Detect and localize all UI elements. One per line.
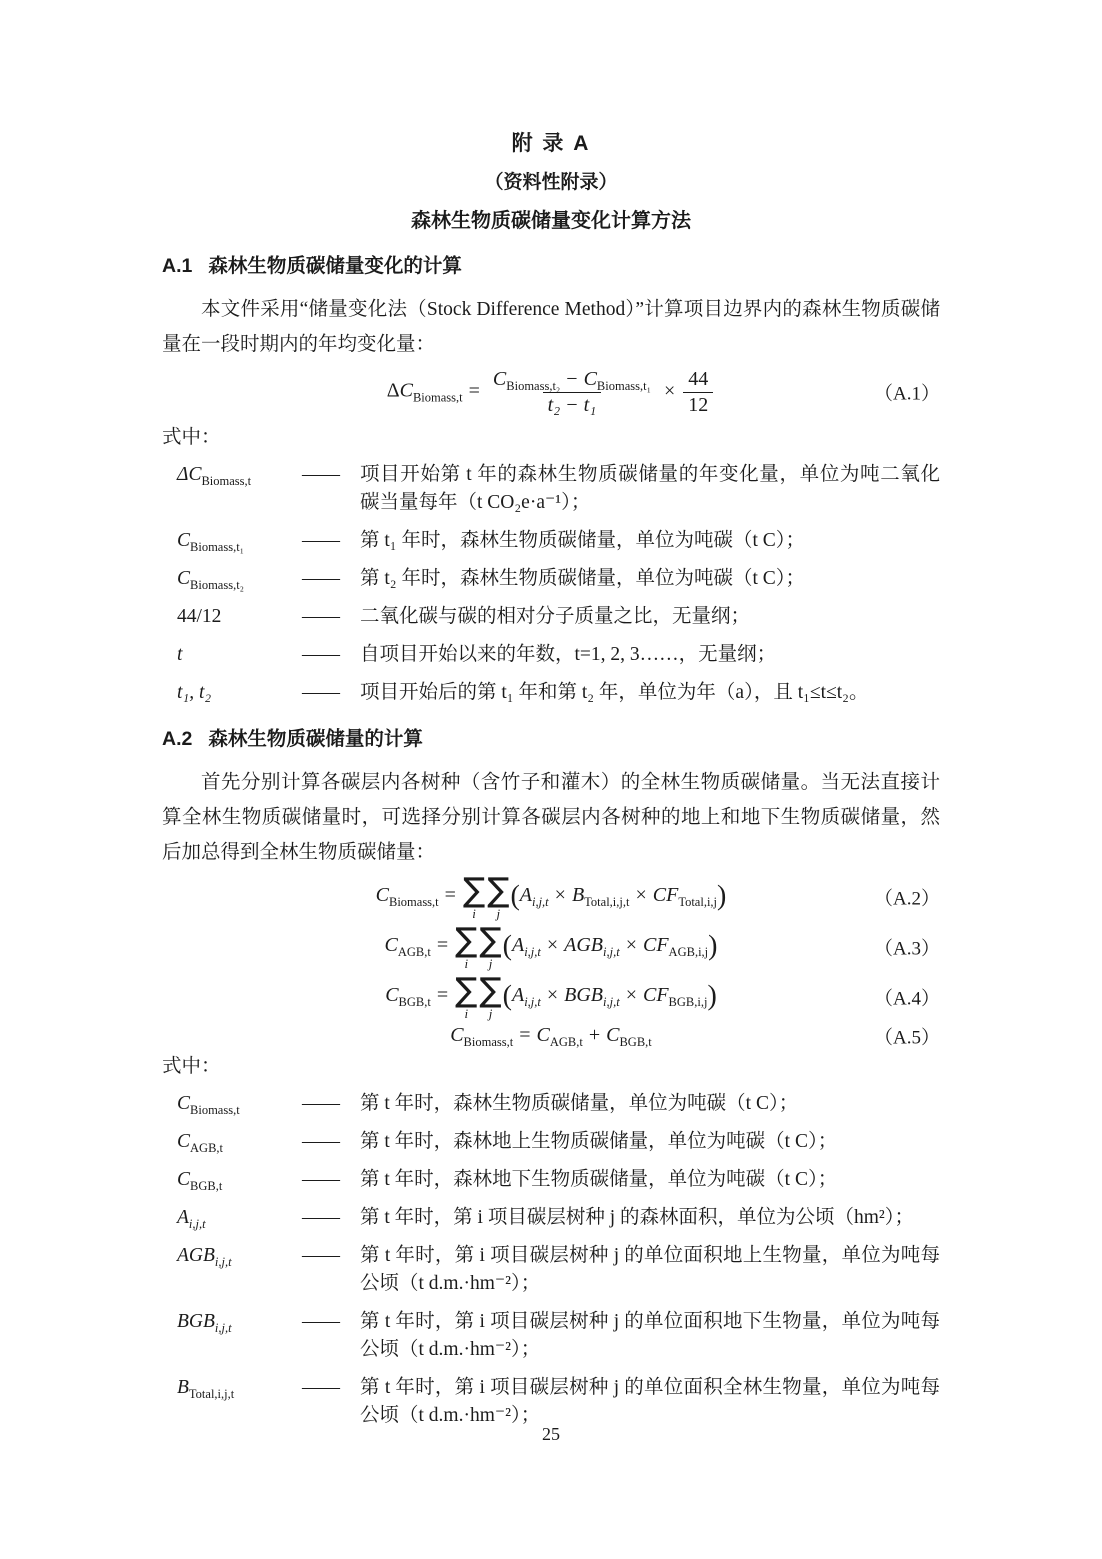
- formula-a1-body: $\Delta C_{Biomass,t}$ = $\frac{C_{Biomass,t_2} - C_{Biomass,t_1}}{\text{t₂ − t₁}}$ × $\frac{44}{12}$: [387, 366, 715, 418]
- math-term: [564, 984, 620, 1009]
- definition-text: 第 t₁ 年时，森林生物质碳储量，单位为吨碳（t C）；: [360, 530, 806, 551]
- delta-symbol: Δ: [386, 379, 400, 402]
- math-subscript: AGB,t: [190, 1140, 224, 1155]
- definition-text: 第 t 年时，第 i 项目碳层树种 j 的单位面积地上生物量，单位为吨每公顷（t d.m.·hm⁻²）；: [360, 1245, 940, 1294]
- math-subscript: i,j,t: [214, 1254, 232, 1269]
- formula-label: （A.2）: [874, 888, 940, 910]
- definition-text: 第 t₂ 年时，森林生物质碳储量，单位为吨碳（t C）；: [360, 568, 806, 589]
- math-base: 44/12: [177, 606, 222, 627]
- operator: ×: [546, 934, 559, 956]
- summation-sign: [462, 870, 486, 921]
- math-term: [384, 934, 431, 959]
- math-term: [177, 568, 245, 592]
- math-term: [652, 884, 718, 909]
- math-term: [642, 934, 709, 959]
- math-subscript: i,j,t: [531, 895, 549, 909]
- definition-row: [162, 461, 940, 517]
- summation-sign: [487, 870, 510, 921]
- math-base: C: [375, 884, 389, 906]
- where-label-a1: 式中：: [162, 427, 221, 448]
- definition-row: [162, 1204, 940, 1232]
- close-paren: ): [708, 930, 718, 962]
- math-term: [564, 934, 620, 959]
- sum-limit: i: [464, 1006, 469, 1021]
- sum-limit: j: [488, 956, 493, 971]
- definition-row: [162, 1128, 940, 1156]
- math-base: BGB: [177, 1311, 215, 1332]
- math-subscript: BGB,t: [398, 995, 431, 1009]
- sigma-glyph: ∑: [455, 970, 478, 1009]
- math-term: [177, 1311, 232, 1335]
- fraction-44-12: $\frac{44}{12}$: [683, 366, 713, 418]
- math-base: C: [177, 1169, 191, 1190]
- section-a2-paragraph: 首先分别计算各碳层内各树种（含竹子和灌木）的全林生物质碳储量。当无法直接计算全林生物质碳储量时，可选择分别计算各碳层内各树种的地上和地下生物质碳储量，然后加总得到全林生物质碳储量：: [162, 772, 940, 863]
- sum-formula-group: [162, 870, 940, 1021]
- sum-limit: j: [488, 1006, 493, 1021]
- section-a2-heading: [162, 726, 940, 753]
- math-term: [511, 984, 541, 1009]
- math-base: AGB: [177, 1245, 215, 1266]
- formula-a2: [162, 870, 940, 921]
- definition-term: [177, 641, 302, 669]
- definition-term: [177, 1090, 302, 1118]
- definition-term: [177, 461, 302, 489]
- math-term: [177, 1377, 235, 1401]
- math-base: A: [511, 934, 525, 956]
- definition-row: [162, 565, 940, 593]
- definition-dash: ——: [302, 1245, 339, 1266]
- summation-sign: [455, 920, 478, 971]
- equals-sign: =: [444, 884, 456, 906]
- operator: ×: [635, 884, 647, 906]
- math-subscript: i,j,t: [188, 1216, 206, 1231]
- sum-limit: i: [472, 906, 476, 921]
- formula-a4: [162, 970, 940, 1021]
- math-base: B: [177, 1377, 189, 1398]
- math-subscript: Biomass,t₁: [190, 539, 245, 554]
- math-base: C: [177, 568, 191, 589]
- math-base: t: [177, 644, 183, 665]
- definition-text: 自项目开始以来的年数，t=1, 2, 3……，无量纲；: [360, 644, 777, 665]
- formula-label: （A.1）: [874, 383, 940, 405]
- definition-dash: ——: [302, 644, 339, 665]
- sigma-glyph: ∑: [479, 920, 502, 959]
- appendix-type-subtitle: （资料性附录）: [484, 172, 618, 193]
- formula-a1: [162, 366, 940, 418]
- definition-row: [162, 603, 940, 631]
- sigma-glyph: ∑: [462, 870, 486, 909]
- math-term: [177, 1169, 223, 1193]
- formula-a2-body: [375, 870, 727, 921]
- section-a1-heading: [162, 253, 940, 280]
- section-a1-number: A.1: [162, 255, 193, 277]
- sum-limit: i: [464, 956, 469, 971]
- math-base: C: [385, 984, 399, 1006]
- math-term: [177, 1207, 206, 1231]
- definition-term: [177, 1128, 302, 1156]
- formula-a3: [162, 920, 940, 971]
- definition-term: [177, 1204, 302, 1232]
- definition-row: [162, 527, 940, 555]
- math-subscript: Biomass,t: [388, 895, 439, 909]
- formula-a3-body: [384, 920, 718, 971]
- operator: ×: [554, 884, 566, 906]
- math-subscript: Total,i,j,t: [188, 1386, 235, 1401]
- definition-dash: ——: [302, 1169, 339, 1190]
- math-subscript: i,j,t: [524, 945, 541, 959]
- math-subscript: Total,i,j,t: [584, 895, 630, 909]
- math-term: [511, 934, 541, 959]
- math-base: t₁, t₂: [177, 682, 212, 703]
- definition-text: 二氧化碳与碳的相对分子质量之比，无量纲；: [360, 606, 751, 627]
- definition-dash: ——: [302, 1377, 339, 1398]
- definition-term: [177, 1374, 302, 1402]
- definition-row: [162, 641, 940, 669]
- summation-sign: [455, 970, 478, 1021]
- math-subscript: i,j,t: [524, 995, 541, 1009]
- definition-dash: ——: [302, 568, 339, 589]
- sum-limit: j: [496, 906, 501, 921]
- formula-label: （A.3）: [874, 938, 940, 960]
- math-base: CF: [642, 934, 669, 956]
- math-term: [571, 884, 630, 909]
- page-number: 25: [542, 1424, 560, 1444]
- math-subscript: Total,i,j: [678, 895, 718, 909]
- definition-text: 第 t 年时，第 i 项目碳层树种 j 的单位面积地下生物量，单位为吨每公顷（t d.m.·hm⁻²）；: [360, 1311, 940, 1360]
- definition-dash: ——: [302, 464, 339, 485]
- appendix-heading: 附 录 A: [511, 132, 591, 155]
- section-a1-paragraph: 本文件采用“储量变化法（Stock Difference Method）”计算项目边界内的森林生物质碳储量在一段时期内的年均变化量：: [162, 299, 940, 355]
- definition-dash: ——: [302, 530, 339, 551]
- math-term: [375, 884, 439, 909]
- math-subscript: BGB,i,j: [668, 995, 708, 1009]
- math-base: A: [519, 884, 532, 906]
- equals-sign: =: [436, 934, 449, 956]
- definition-row: [162, 1242, 940, 1298]
- math-base: C: [177, 1093, 191, 1114]
- math-base: CF: [642, 984, 669, 1006]
- math-subscript: Biomass,t: [201, 473, 252, 488]
- definition-dash: ——: [302, 1207, 339, 1228]
- math-subscript: BGB,t: [190, 1178, 223, 1193]
- definition-term: [177, 527, 302, 555]
- math-subscript: AGB,t: [397, 945, 431, 959]
- definition-row: [162, 679, 940, 707]
- definition-dash: ——: [302, 1131, 339, 1152]
- math-subscript: i,j,t: [214, 1320, 232, 1335]
- math-base: ΔC: [177, 464, 202, 485]
- definition-text: 项目开始第 t 年的森林生物质碳储量的年变化量，单位为吨二氧化碳当量每年（t CO₂e·a⁻¹）；: [360, 464, 940, 513]
- fraction: $\frac{C_{Biomass,t_2} - C_{Biomass,t_1}}{\text{t₂ − t₁}}$: [492, 368, 651, 416]
- formula-a5: [162, 1024, 940, 1047]
- math-term: [385, 984, 431, 1009]
- definition-term: [177, 1166, 302, 1194]
- definition-term: [177, 565, 302, 593]
- section-a2-title: 森林生物质碳储量的计算: [208, 728, 423, 750]
- math-subscript: i,j,t: [603, 945, 620, 959]
- math-base: B: [571, 884, 585, 906]
- definition-row: [162, 1308, 940, 1364]
- math-base: A: [177, 1207, 189, 1228]
- summation-sign: [479, 920, 502, 971]
- sigma-glyph: ∑: [479, 970, 502, 1009]
- sigma-glyph: ∑: [487, 870, 510, 909]
- math-base: C: [177, 530, 191, 551]
- math-base: BGB: [564, 984, 604, 1006]
- definition-text: 第 t 年时，森林地上生物质碳储量，单位为吨碳（t C）；: [360, 1131, 838, 1152]
- appendix-title: 森林生物质碳储量变化计算方法: [411, 210, 691, 232]
- definition-dash: ——: [302, 682, 339, 703]
- definition-dash: ——: [302, 606, 339, 627]
- operator: ×: [546, 984, 559, 1006]
- where-label-a2: 式中：: [162, 1056, 221, 1077]
- section-a1-title: 森林生物质碳储量变化的计算: [208, 255, 462, 277]
- math-base: C: [177, 1131, 191, 1152]
- math-base: AGB: [564, 934, 604, 956]
- definition-dash: ——: [302, 1093, 339, 1114]
- open-paren: (: [510, 880, 520, 912]
- open-paren: (: [502, 980, 512, 1012]
- definition-text: 第 t 年时，第 i 项目碳层树种 j 的单位面积全林生物量，单位为吨每公顷（t d.m.·hm⁻²）；: [360, 1377, 940, 1426]
- formula-a4-body: [385, 970, 717, 1021]
- section-a2-number: A.2: [162, 728, 193, 750]
- math-term: [642, 984, 708, 1009]
- definition-text: 第 t 年时，森林地下生物质碳储量，单位为吨碳（t C）；: [360, 1169, 838, 1190]
- definition-list-a1: [162, 461, 940, 707]
- definition-row: [162, 1374, 940, 1430]
- open-paren: (: [502, 930, 512, 962]
- definition-text: 项目开始后的第 t₁ 年和第 t₂ 年，单位为年（a），且 t₁≤t≤t₂。: [360, 682, 869, 703]
- summation-sign: [479, 970, 502, 1021]
- formula-a5-body: $C_{Biomass,t} = C_{AGB,t} + C_{BGB,t}$: [450, 1024, 652, 1049]
- math-base: A: [511, 984, 525, 1006]
- definition-row: [162, 1166, 940, 1194]
- formula-label: （A.4）: [874, 988, 940, 1010]
- equals-sign: =: [436, 984, 449, 1006]
- math-term: [177, 606, 221, 627]
- math-subscript: Biomass,t: [190, 1102, 240, 1117]
- math-term: [177, 682, 211, 703]
- math-term: [519, 884, 549, 909]
- definition-term: [177, 679, 302, 707]
- definition-term: [177, 1242, 302, 1270]
- math-term: [177, 644, 182, 665]
- close-paren: ): [707, 980, 717, 1012]
- operator: ×: [625, 984, 637, 1006]
- math-term: [177, 530, 245, 554]
- sigma-glyph: ∑: [455, 920, 478, 959]
- close-paren: ): [717, 880, 727, 912]
- definition-term: [177, 1308, 302, 1336]
- math-term: [177, 1245, 232, 1269]
- definition-text: 第 t 年时，森林生物质碳储量，单位为吨碳（t C）；: [360, 1093, 799, 1114]
- definition-term: [177, 603, 302, 631]
- math-base: CF: [652, 884, 679, 906]
- definition-row: [162, 1090, 940, 1118]
- operator: ×: [625, 934, 637, 956]
- math-term: [177, 464, 252, 488]
- definition-list-a2: [162, 1090, 940, 1430]
- definition-dash: ——: [302, 1311, 339, 1332]
- formula-label: （A.5）: [874, 1027, 940, 1048]
- math-subscript: AGB,i,j: [668, 945, 709, 959]
- math-term: [177, 1131, 224, 1155]
- math-subscript: Biomass,t₂: [190, 577, 245, 592]
- math-base: C: [384, 934, 398, 956]
- math-term: [177, 1093, 240, 1117]
- math-subscript: i,j,t: [603, 995, 620, 1009]
- definition-text: 第 t 年时，第 i 项目碳层树种 j 的森林面积，单位为公顷（hm²）；: [360, 1207, 915, 1228]
